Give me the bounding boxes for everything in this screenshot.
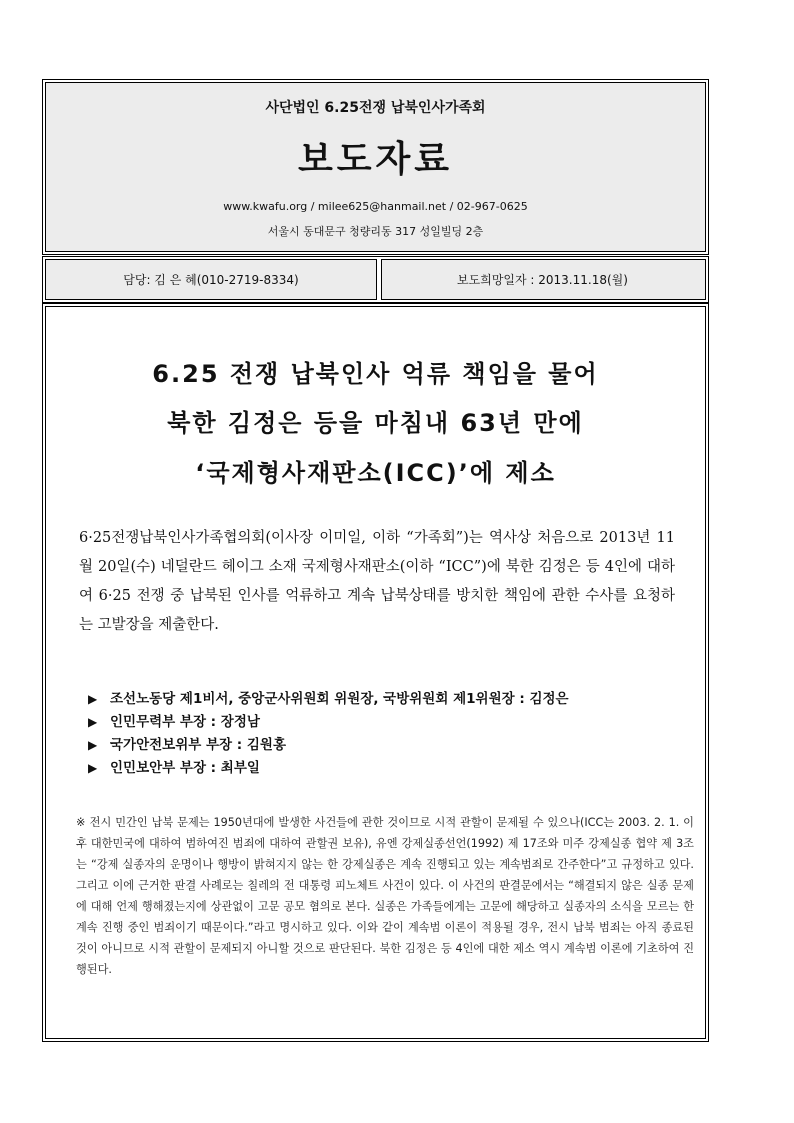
headline-line-1: 6.25 전쟁 납북인사 억류 책임을 물어: [152, 360, 599, 388]
list-item-text: 국가안전보위부 부장 : 김원홍: [110, 737, 286, 753]
contact-line: www.kwafu.org / milee625@hanmail.net / 02-967-0625: [223, 200, 528, 213]
list-item-text: 인민무력부 부장 : 장정남: [110, 714, 260, 730]
legal-note: ※ 전시 민간인 납북 문제는 1950년대에 발생한 사건들에 관한 것이므로 시적 관할이 문제될 수 있으나(ICC는 2003. 2. 1. 이후 대한민국에 대하여 범하여진 범죄에 대하여 관할권 보유), 유엔 강제실종선언(1992) 제 17조와 미주 강제실종 협약 제 3조는 “강제 실종자의 운명이나 행방이 밝혀지지 않는 한 강제실종은 계속 진행되고 있는 계속범죄로 간주한다”고 규정하고 있다. 그리고 이에 근거한 판결 사례로는 칠레의 전 대통령 피노체트 사건이 있다. 이 사건의 판결문에서는 “해결되지 않은 실종 문제에 대해 언제 행해졌는지에 상관없이 고문 공모 혐의로 본다. 실종은 가족들에게는 고문에 해당하고 실종자의 소식을 모르는 한 계속 진행 중인 범죄이기 때문이다.”라고 명시하고 있다. 이와 같이 계속범 이론이 적용될 경우, 전시 납북 범죄는 아직 종료된 것이 아니므로 시적 관할이 문제되지 아니할 것으로 판단된다. 북한 김정은 등 4인에 대한 제소 역시 계속범 이론에 기초하여 진행된다.: [76, 816, 694, 976]
list-item: [88, 711, 569, 734]
lead-paragraph: 6·25전쟁납북인사가족협의회(이사장 이미일, 이하 “가족회”)는 역사상 처음으로 2013년 11월 20일(수) 네덜란드 헤이그 소재 국제형사재판소(이하 “ICC”)에 북한 김정은 등 4인에 대하여 6·25 전쟁 중 납북된 인사를 억류하고 계속 납북상태를 방치한 책임에 관한 수사를 요청하는 고발장을 제출한다.: [79, 530, 675, 633]
triangle-bullet-icon: ▶: [88, 692, 98, 706]
triangle-bullet-icon: ▶: [88, 761, 98, 775]
release-date: 보도희망일자 : 2013.11.18(월): [457, 273, 628, 287]
list-item: [88, 688, 569, 711]
press-header: [45, 82, 706, 252]
press-body: [45, 306, 706, 1039]
organization-name: 사단법인 6.25전쟁 납북인사가족회: [265, 100, 486, 116]
accused-list: [88, 688, 569, 780]
list-item-text: 인민보안부 부장 : 최부일: [110, 760, 260, 776]
triangle-bullet-icon: ▶: [88, 738, 98, 752]
address-line: 서울시 동대문구 청량리동 317 성일빌딩 2층: [267, 225, 484, 238]
list-item: [88, 734, 569, 757]
headline-line-2: 북한 김정은 등을 마침내 63년 만에: [167, 409, 584, 437]
triangle-bullet-icon: ▶: [88, 715, 98, 729]
headline-line-3: ‘국제형사재판소(ICC)’에 제소: [195, 459, 556, 487]
press-meta-bar: [45, 259, 706, 300]
document-type-title: 보도자료: [297, 139, 454, 180]
list-item: [88, 757, 569, 780]
list-item-text: 조선노동당 제1비서, 중앙군사위원회 위원장, 국방위원회 제1위원장 : 김정은: [110, 691, 569, 707]
contact-person: 담당: 김 은 혜(010-2719-8334): [123, 273, 299, 287]
